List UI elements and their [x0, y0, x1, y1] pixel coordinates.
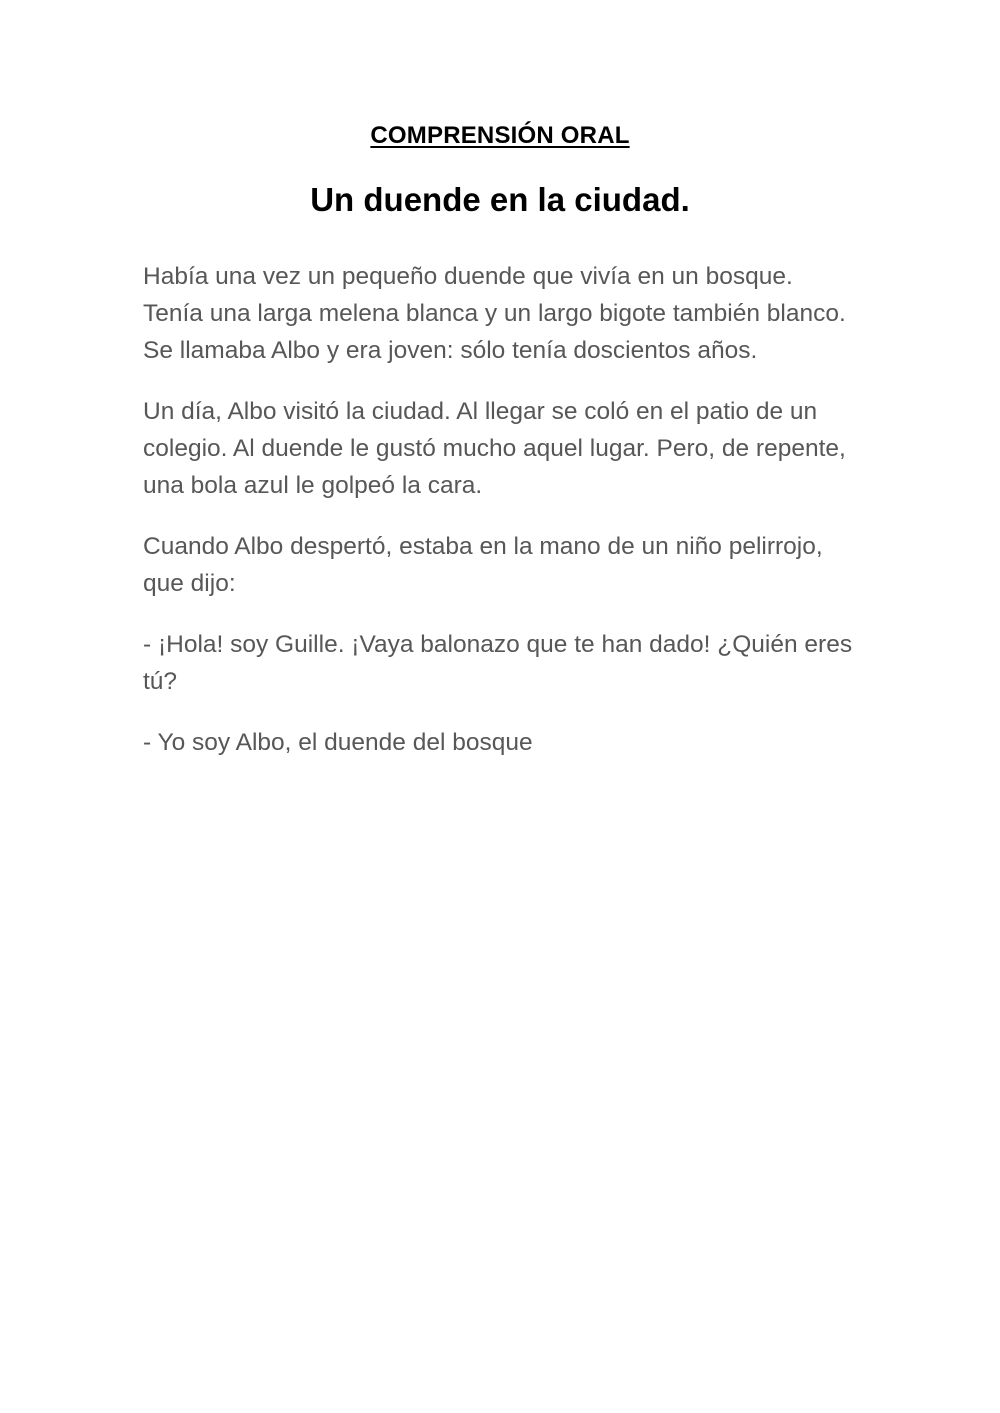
story-paragraph-2: Un día, Albo visitó la ciudad. Al llegar se coló en el patio de un colegio. Al duende le gustó mucho aquel lugar. Pero, de repente, una bola azul le golpeó la cara.: [143, 398, 846, 499]
dialogue-line-1: - ¡Hola! soy Guille. ¡Vaya balonazo que te han dado! ¿Quién eres tú?: [143, 631, 853, 695]
section-heading: COMPRENSIÓN ORAL: [370, 122, 630, 149]
story-paragraph-1: Había una vez un pequeño duende que vivía en un bosque. Tenía una larga melena blanca y un largo bigote también blanco. Se llamaba Albo y era joven: sólo tenía doscientos años.: [143, 263, 846, 364]
dialogue-line-2: - Yo soy Albo, el duende del bosque: [143, 729, 533, 756]
story-body: [143, 258, 853, 785]
story-paragraph-3: Cuando Albo despertó, estaba en la mano de un niño pelirrojo, que dijo:: [143, 533, 823, 597]
story-title: Un duende en la ciudad.: [310, 181, 690, 218]
